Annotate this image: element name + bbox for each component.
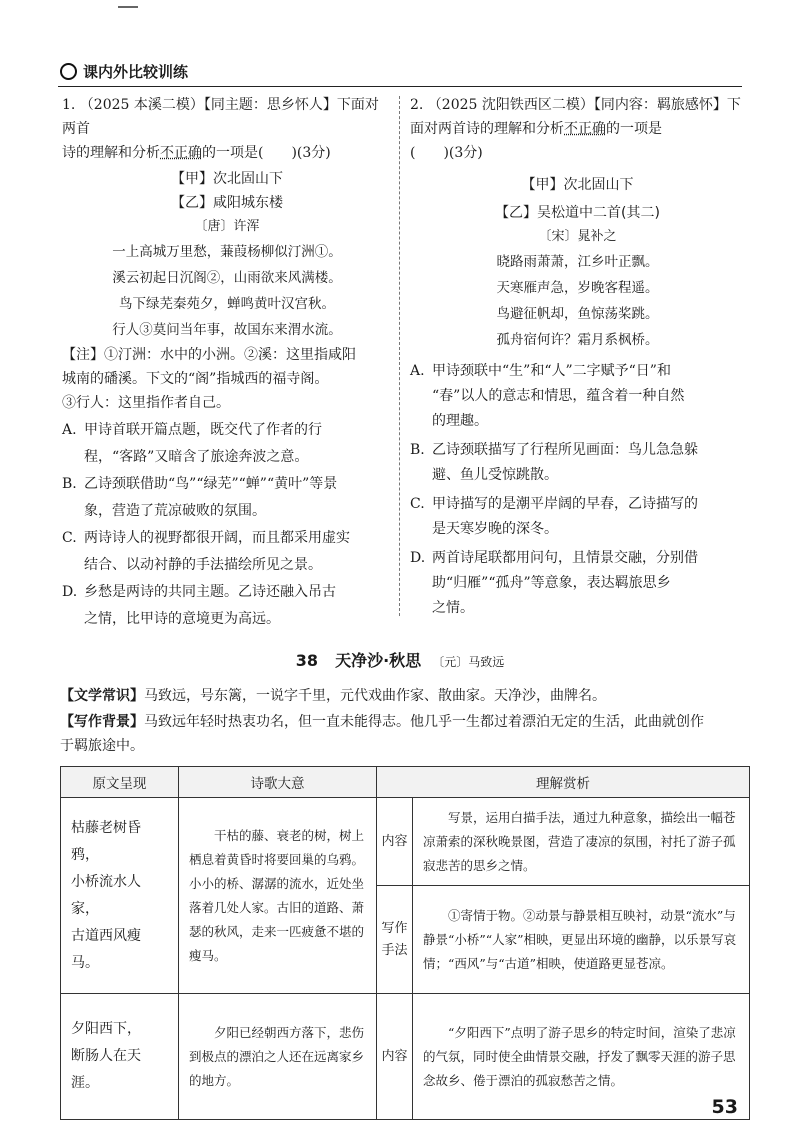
- row1-method: ①寄情于物。②动景与静景相互映衬，动景“流水”与静景“小桥”“人家”相映，更显出环境的幽静，以乐景写哀情；“西风”与“古道”相映，使道路更显苍凉。: [413, 886, 750, 994]
- poem-line: 鸟下绿芜秦苑夕，蝉鸣黄叶汉宫秋。: [119, 296, 335, 312]
- row2-content: “夕阳西下”点明了游子思乡的特定时间，渲染了悲凉的气氛，同时使全曲情景交融，抒发了飘零天涯的游子思念故乡、倦于漂泊的孤寂愁苦之情。: [413, 994, 750, 1120]
- question-2: [410, 93, 745, 621]
- q1-poem: [62, 239, 392, 343]
- q2-poem-title-b: 【乙】吴松道中二首(其二): [495, 205, 660, 221]
- lesson-author: 〔元〕马致远: [432, 655, 505, 669]
- q2-option-a[interactable]: A. 甲诗颈联中“生”和“人”二字赋予“日”和 “春”以人的意志和情思，蕴含着一种自然 的理趣。: [410, 363, 685, 429]
- header-original: 原文呈现: [61, 767, 179, 798]
- q1-option-d[interactable]: D. 乡愁是两诗的共同主题。乙诗还融入吊古 之情，比甲诗的意境更为高远。: [62, 584, 336, 627]
- section-title: 课内外比较训练: [83, 62, 189, 81]
- q2-stem-line2: 面对两首诗的理解和分析不正确的一项是: [410, 121, 662, 137]
- q2-poem-author: 〔宋〕晁补之: [538, 229, 617, 244]
- section-logo-icon: [60, 63, 77, 80]
- literary-knowledge: [60, 684, 750, 708]
- row2-original: 夕阳西下， 断肠人在天涯。: [61, 994, 179, 1120]
- q1-note-line: 城南的磻溪。下文的“阁”指城西的福寺阁。: [62, 371, 329, 387]
- analysis-table: [60, 766, 750, 1120]
- knowledge-label: 【文学常识】: [60, 688, 144, 704]
- poem-line: 晓路雨萧萧，江乡叶正飘。: [496, 254, 659, 270]
- q1-poem-title-b: 【乙】咸阳城东楼: [171, 195, 283, 211]
- q1-poem-author: 〔唐〕许浑: [194, 219, 260, 234]
- lesson-title: [0, 648, 800, 671]
- header-meaning: 诗歌大意: [179, 767, 377, 798]
- q1-option-b[interactable]: B. 乙诗颈联借助“鸟”“绿芜”“蝉”“黄叶”等景 象，营造了荒凉破败的氛围。: [62, 476, 338, 519]
- column-divider: [399, 96, 400, 616]
- q1-stem-line1: 1. （2025 本溪二模）【同主题：思乡怀人】下面对两首: [62, 97, 379, 137]
- q2-poem: [410, 249, 745, 353]
- q1-poem-title-a: 【甲】次北固山下: [171, 171, 283, 187]
- row2-content-label: 内容: [377, 994, 413, 1120]
- poem-line: 天寒雁声急，岁晚客程遥。: [496, 280, 659, 296]
- writing-background: [60, 710, 750, 758]
- q1-stem-line2: 诗的理解和分析不正确的一项是( )(3分): [62, 145, 331, 161]
- poem-line: 行人③莫问当年事，故国东来渭水流。: [112, 322, 342, 338]
- poem-line: 溪云初起日沉阁②，山雨欲来风满楼。: [112, 270, 342, 286]
- q1-emphasis: 不正确: [160, 145, 202, 161]
- page-number: 53: [711, 1096, 738, 1118]
- q2-stem-line1: 2. （2025 沈阳铁西区二模）【同内容：羁旅感怀】下: [410, 97, 741, 113]
- top-mark: [118, 6, 138, 8]
- row1-content: 写景，运用白描手法，通过九种意象，描绘出一幅苍凉萧索的深秋晚景图，营造了凄凉的氛围，衬托了游子孤寂悲苦的思乡之情。: [413, 798, 750, 886]
- q1-note-line: 【注】①汀洲：水中的小洲。②溪：这里指咸阳: [62, 347, 356, 363]
- q2-option-b[interactable]: B. 乙诗颈联描写了行程所见画面：鸟儿急急躲 避、鱼儿受惊跳散。: [410, 442, 698, 483]
- q1-option-a[interactable]: A. 甲诗首联开篇点题，既交代了作者的行 程，“客路”又暗含了旅途奔波之意。: [62, 422, 322, 465]
- q1-option-c[interactable]: C. 两诗诗人的视野都很开阔，而且都采用虚实 结合、以动衬静的手法描绘所见之景。: [62, 530, 350, 573]
- q2-option-c[interactable]: C. 甲诗描写的是潮平岸阔的早春，乙诗描写的 是天寒岁晚的深冬。: [410, 496, 698, 537]
- q2-option-d[interactable]: D. 两首诗尾联都用问句，且情景交融，分别借 助“归雁”“孤舟”等意象，表达羁旅思乡 之情。: [410, 550, 698, 616]
- row1-method-label: 写作手法: [377, 886, 413, 994]
- knowledge-text: 马致远，号东篱，一说字千里，元代戏曲作家、散曲家。天净沙，曲牌名。: [144, 688, 606, 704]
- row1-content-label: 内容: [377, 798, 413, 886]
- question-1: [62, 93, 392, 633]
- q1-note-line: ③行人：这里指作者自己。: [62, 395, 230, 411]
- lesson-number: 38: [295, 651, 318, 670]
- row1-original: 枯藤老树昏鸦， 小桥流水人家， 古道西风瘦马。: [61, 798, 179, 994]
- table-row: [61, 798, 750, 886]
- background-text: 马致远年轻时热衷功名，但一直未能得志。他几乎一生都过着漂泊无定的生活，此曲就创作: [144, 714, 704, 730]
- lesson-name: 天净沙·秋思: [335, 651, 422, 670]
- poem-line: 鸟避征帆却，鱼惊荡桨跳。: [496, 306, 659, 322]
- background-text-2: 于羁旅途中。: [60, 738, 144, 754]
- row1-meaning: 干枯的藤、衰老的树，树上栖息着黄昏时将要回巢的乌鸦。小小的桥、潺潺的流水，近处坐落着几处人家。古旧的道路、萧瑟的秋风，走来一匹疲惫不堪的瘦马。: [179, 798, 377, 994]
- q2-emphasis: 不正确: [564, 121, 606, 137]
- table-row: [61, 994, 750, 1120]
- background-label: 【写作背景】: [60, 714, 144, 730]
- poem-line: 一上高城万里愁，蒹葭杨柳似汀洲①。: [112, 244, 342, 260]
- header-analysis: 理解赏析: [377, 767, 750, 798]
- row2-meaning: 夕阳已经朝西方落下，悲伤到极点的漂泊之人还在远离家乡的地方。: [179, 994, 377, 1120]
- table-header-row: [61, 767, 750, 798]
- q2-poem-title-a: 【甲】次北固山下: [521, 177, 634, 193]
- page-header: [60, 58, 188, 84]
- q2-stem-line3: ( )(3分): [410, 145, 483, 161]
- header-divider: [58, 86, 742, 87]
- poem-line: 孤舟宿何许？霜月系枫桥。: [496, 332, 659, 348]
